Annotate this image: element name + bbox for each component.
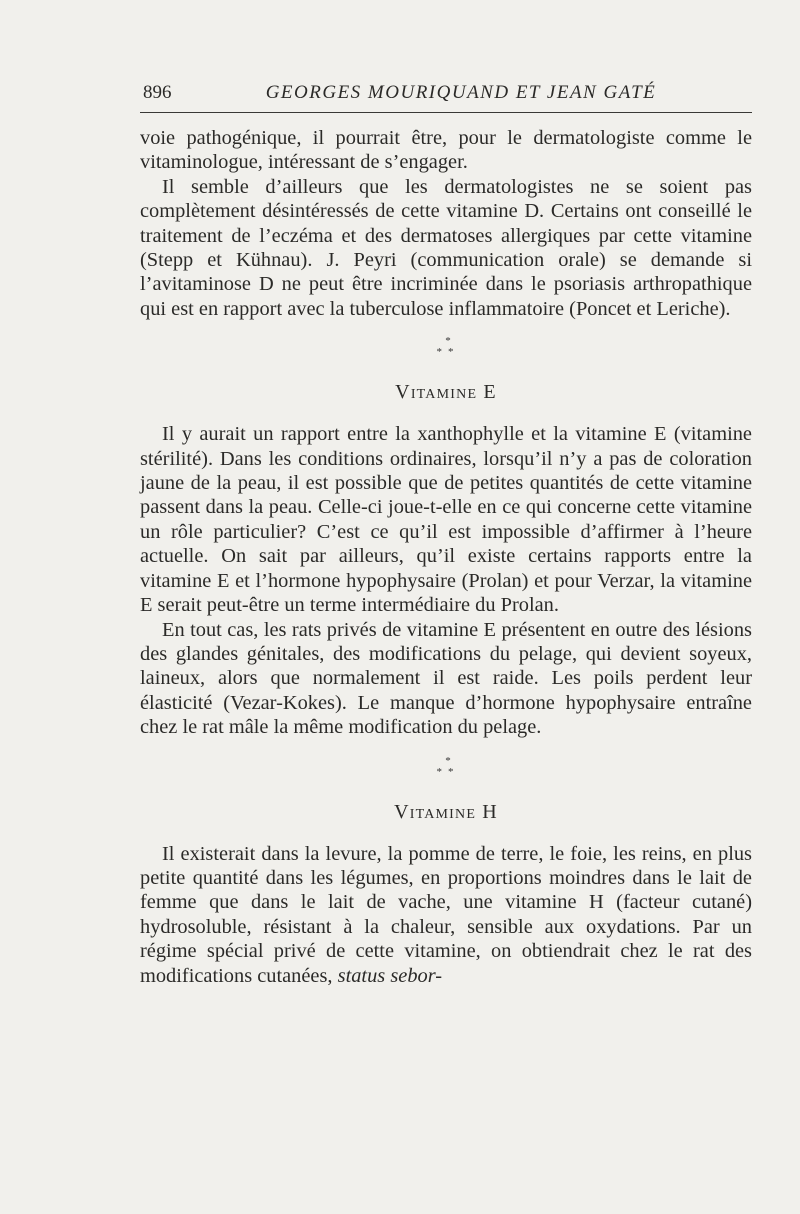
paragraph-5 bbox=[140, 842, 752, 988]
running-head: GEORGES MOURIQUAND ET JEAN GATÉ bbox=[265, 82, 657, 103]
page-header bbox=[140, 80, 752, 113]
divider-star-top-2: * bbox=[445, 754, 451, 767]
paragraph-3: Il y aurait un rapport entre la xanthophylle et la vitamine E (vitamine stérilité). Dans les conditions ordinaires, lorsqu’il n’y a pas de coloration jaune de la peau, il est possible que de petites quantités de cette vitamine passent dans la peau. Celle-ci joue-t-elle en ce qui concerne cette vitamine un rôle particulier? C’est ce qu’il est impossible d’affirmer à l’heure actuelle. On sait par ailleurs, qu’il existe certains rapports entre la vitamine E et l’hormone hypophysaire (Prolan) et pour Verzar, la vitamine E serait peut-être un terme intermédiaire du Prolan. bbox=[140, 423, 752, 617]
paragraph-5-italic: status sebor- bbox=[337, 964, 443, 987]
paragraph-2: Il semble d’ailleurs que les dermatologistes ne se soient pas complètement désintéressés de cette vitamine D. Certains ont conseillé le traitement de l’eczéma et des dermatoses allergiques par cette vitamine (Stepp et Kühnau). J. Peyri (communication orale) se demande si l’avitaminose D ne peut être incriminée dans le psoriasis arthropathique qui est en rapport avec la tuberculose inflammatoire (Poncet et Leriche). bbox=[140, 175, 752, 320]
section-title-vitamine-h: Vitamine H bbox=[394, 800, 498, 823]
section-divider-stars-2 bbox=[140, 756, 752, 778]
section-divider-stars bbox=[140, 336, 752, 358]
section-title-vitamine-e: Vitamine E bbox=[395, 381, 497, 404]
body-text bbox=[140, 126, 752, 988]
divider-star-pair: ** bbox=[436, 346, 460, 359]
divider-star-pair-2: ** bbox=[436, 765, 460, 778]
page-number: 896 bbox=[143, 82, 172, 103]
paragraph-5-text: Il existerait dans la levure, la pomme de terre, le foie, les reins, en plus petite quantité dans les légumes, en proportions moindres dans le lait de femme que dans le lait de vache, une vitamine H (facteur cutané) hydrosoluble, résistant à la chaleur, sensible aux oxydations. Par un régime spécial privé de cette vitamine, on obtiendrait chez le rat des modifications cutanées, bbox=[140, 842, 752, 987]
paragraph-1: voie pathogénique, il pourrait être, pour le dermatologiste comme le vitaminologue, intéressant de s’engager. bbox=[140, 127, 752, 174]
paragraph-4: En tout cas, les rats privés de vitamine E présentent en outre des lésions des glandes génitales, des modifications du pelage, qui devient soyeux, laineux, alors que normalement il est raide. Les poils perdent leur élasticité (Vezar-Kokes). Le manque d’hormone hypophysaire entraîne chez le rat mâle la même modification du pelage. bbox=[140, 618, 752, 739]
divider-star-top: * bbox=[445, 335, 451, 348]
